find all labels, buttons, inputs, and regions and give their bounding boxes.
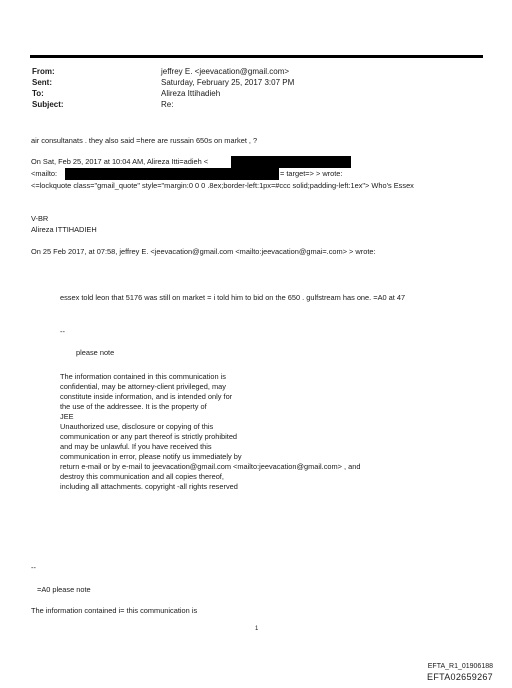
- sent-value: Saturday, February 25, 2017 3:07 PM: [161, 78, 295, 87]
- to-value: Alireza Ittihadieh: [161, 89, 221, 98]
- disclaimer-line: return e-mail or by e-mail to jeevacation@gmail.com <mailto:jeevacation@gmail.com> , and: [60, 462, 361, 471]
- bates-number-2: EFTA02659267: [427, 672, 493, 682]
- disclaimer-line: including all attachments. copyright -all rights reserved: [60, 482, 238, 491]
- bates-number-1: EFTA_R1_01906188: [427, 663, 493, 670]
- dash-separator-1: --: [60, 327, 65, 336]
- disclaimer-line: communication or any part thereof is strictly prohibited: [60, 432, 238, 441]
- quote-intro-line-3: <=lockquote class="gmail_quote" style="margin:0 0 0 .8ex;border-left:1px=#ccc solid;padding-left:1ex"> Who's Essex: [31, 181, 414, 190]
- subject-value: Re:: [161, 100, 174, 109]
- disclaimer-line: constitute inside information, and is intended only for: [60, 392, 233, 401]
- disclaimer-line: confidential, may be attorney-client privileged, may: [60, 382, 226, 391]
- disclaimer-line: Unauthorized use, disclosure or copying of this: [60, 422, 214, 431]
- disclaimer-line: destroy this communication and all copies thereof,: [60, 472, 224, 481]
- a0-please-note: =A0 please note: [37, 585, 91, 594]
- please-note-1: please note: [76, 348, 115, 357]
- from-value: jeffrey E. <jeevacation@gmail.com>: [161, 67, 290, 76]
- disclaimer-line: JEE: [60, 412, 74, 421]
- essex-line: essex told leon that 5176 was still on market = i told him to bid on the 650 . gulfstream has one. =A0 at 47: [60, 293, 406, 302]
- top-rule: [30, 55, 483, 58]
- sent-label: Sent:: [32, 78, 52, 87]
- to-label: To:: [32, 89, 44, 98]
- sender-name: Alireza ITTIHADIEH: [31, 225, 97, 234]
- from-label: From:: [32, 67, 55, 76]
- redaction-bar-2: [65, 168, 279, 180]
- disclaimer-line: communication in error, please notify us immediately by: [60, 452, 242, 461]
- disclaimer-line: and may be unlawful. If you have received this: [60, 442, 212, 451]
- subject-label: Subject:: [32, 100, 64, 109]
- reply-line: air consultanats . they also said =here are russain 650s on market , ?: [31, 136, 258, 145]
- vbr-line: V-BR: [31, 214, 49, 223]
- redaction-bar-1: [231, 156, 351, 168]
- disclaimer-line: the use of the addressee. It is the property of: [60, 402, 207, 411]
- on-date-line: On 25 Feb 2017, at 07:58, jeffrey E. <jeevacation@gmail.com <mailto:jeevacation@gmai=.com> > wrote:: [31, 247, 376, 256]
- info-line: The information contained i= this communication is: [31, 606, 198, 615]
- dash-separator-2: --: [31, 563, 36, 572]
- quote-intro-line-2: <mailto:: [31, 169, 58, 178]
- page-number: 1: [255, 626, 259, 632]
- quote-intro-line-2-target: = target=> > wrote:: [280, 169, 343, 178]
- disclaimer-line: The information contained in this communication is: [60, 372, 226, 381]
- quote-intro-line-1: On Sat, Feb 25, 2017 at 10:04 AM, Alireza Itti=adieh <: [31, 157, 209, 166]
